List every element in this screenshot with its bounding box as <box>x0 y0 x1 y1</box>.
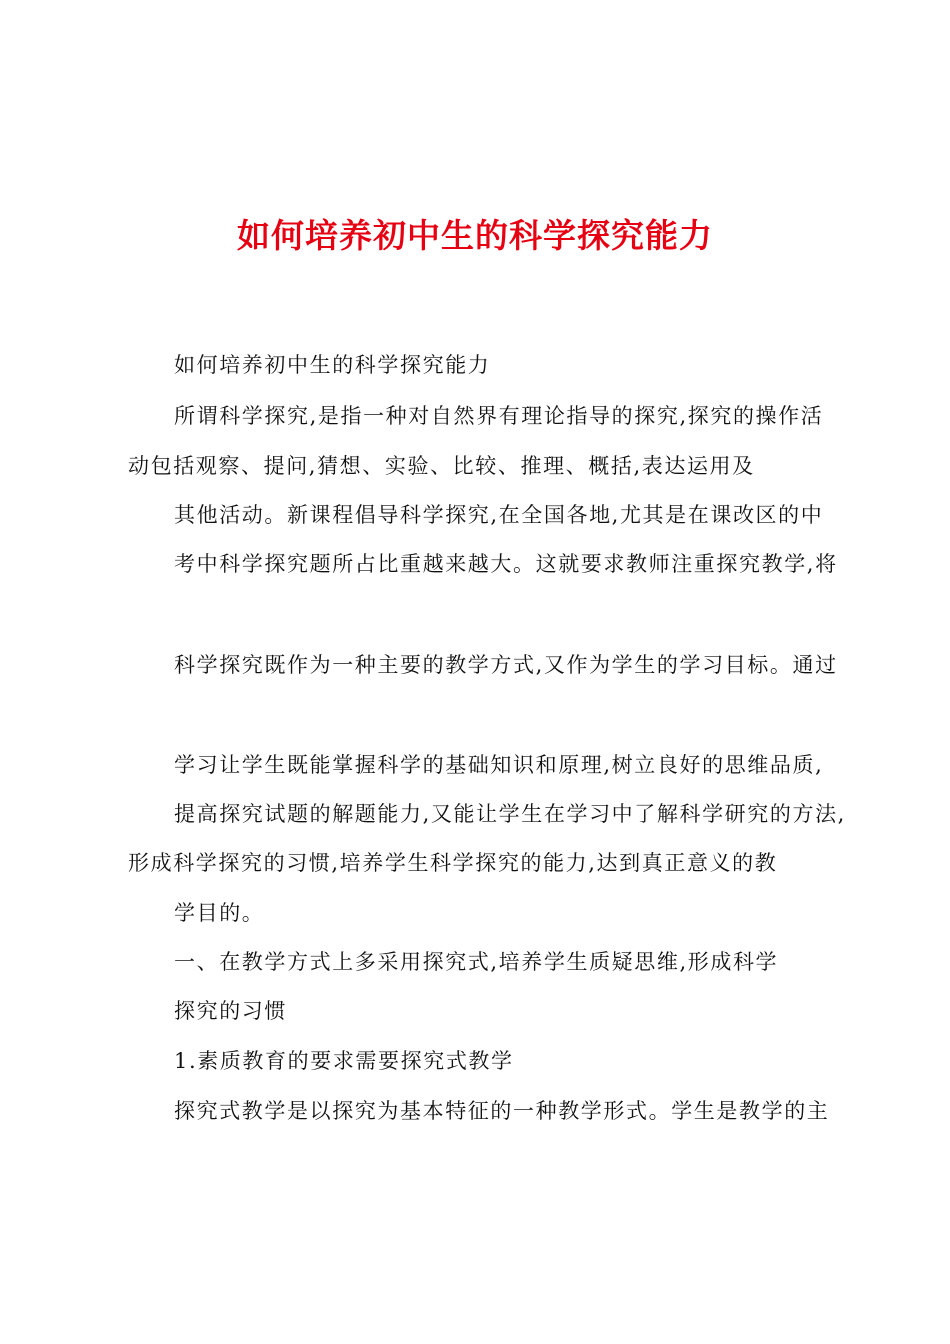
subsection-heading: 1.素质教育的要求需要探究式教学 <box>174 1049 514 1073</box>
body-line: 形成科学探究的习惯,培养学生科学探究的能力,达到真正意义的教 <box>128 851 778 875</box>
body-line: 学习让学生既能掌握科学的基础知识和原理,树立良好的思维品质, <box>174 753 824 777</box>
body-line: 所谓科学探究,是指一种对自然界有理论指导的探究,探究的操作活 <box>174 404 824 428</box>
page-title: 如何培养初中生的科学探究能力 <box>237 216 713 255</box>
body-line: 提高探究试题的解题能力,又能让学生在学习中了解科学研究的方法, <box>174 802 846 826</box>
body-line: 如何培养初中生的科学探究能力 <box>174 353 491 377</box>
section-heading: 探究的习惯 <box>174 999 287 1023</box>
body-line: 其他活动。新课程倡导科学探究,在全国各地,尤其是在课改区的中 <box>174 503 824 527</box>
body-line: 动包括观察、提问,猜想、实验、比较、推理、概括,表达运用及 <box>128 454 755 478</box>
section-heading: 一、在教学方式上多采用探究式,培养学生质疑思维,形成科学 <box>174 950 779 974</box>
body-line: 探究式教学是以探究为基本特征的一种教学形式。学生是教学的主 <box>174 1099 830 1123</box>
body-line: 科学探究既作为一种主要的教学方式,又作为学生的学习目标。通过 <box>174 653 838 677</box>
body-line: 学目的。 <box>174 901 265 925</box>
body-line: 考中科学探究题所占比重越来越大。这就要求教师注重探究教学,将 <box>174 552 838 576</box>
